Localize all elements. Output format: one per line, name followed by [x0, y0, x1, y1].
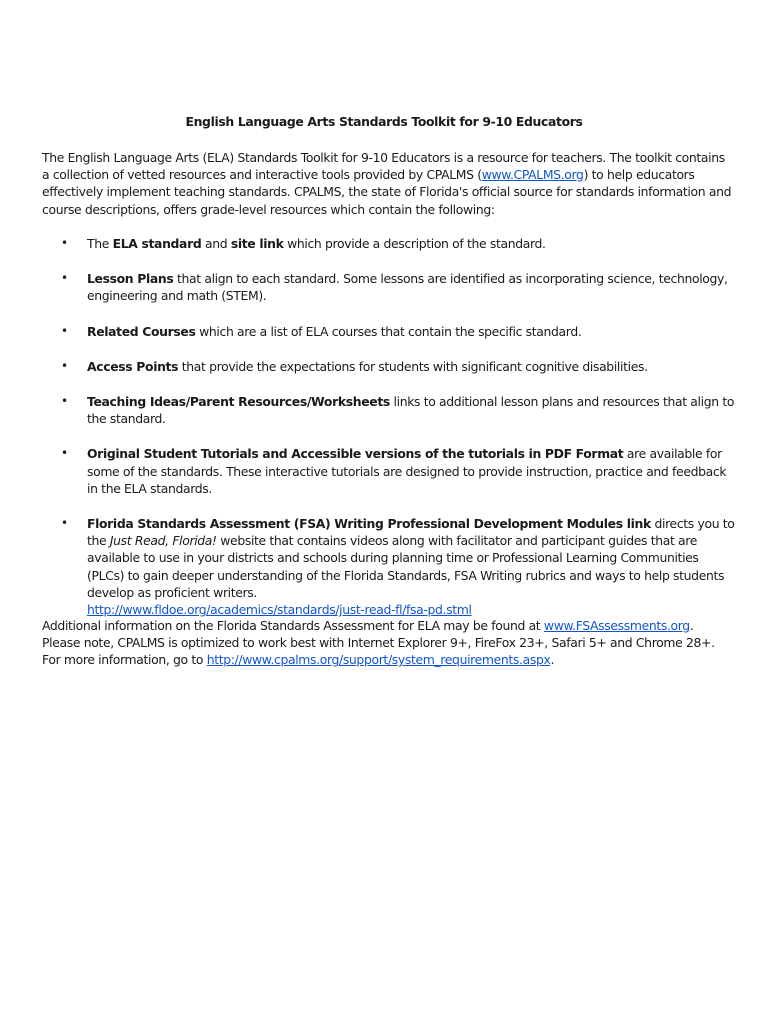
- ela-standard-text: which provide a description of the standard.: [283, 236, 546, 251]
- access-points-text: that provide the expectations for students with significant cognitive disabilities.: [178, 358, 648, 374]
- access-points-bold: Access Points: [87, 358, 179, 374]
- list-item-tutorials: [0, 445, 737, 497]
- bullet-icon: •: [61, 236, 68, 250]
- footer-text-4: .: [550, 652, 555, 668]
- related-courses-bold: Related Courses: [87, 323, 196, 339]
- footer-text-1: Additional information on the Florida Standards Assessment for ELA may be found at: [42, 618, 544, 633]
- tutorials-text: are available for some of the standards. These interactive tutorials are designed to provide instruction, practice and feedback in the ELA standards.: [87, 446, 727, 496]
- bullet-icon: •: [61, 446, 68, 461]
- intro-text-2: ) to help educators effectively implement teaching standards. CPALMS, the state of Florida's official source for standards information and course descriptions, offers grade-level resources which contain the following:: [42, 167, 732, 217]
- fsa-modules-text-1: directs you to the: [87, 516, 735, 549]
- footer-text-3: Please note, CPALMS is optimized to work best with Internet Explorer 9+, FireFox 23+, Safari 5+ and Chrome 28+. For more information, go to: [42, 635, 715, 668]
- intro-text-1: The English Language Arts (ELA) Standards Toolkit for 9-10 Educators is a resource for teachers. The toolkit contains a collection of vetted resources and interactive tools provided by CPALMS (: [42, 150, 725, 183]
- site-link-bold: site link: [230, 236, 284, 251]
- tutorials-bold: Original Student Tutorials and Accessible versions of the tutorials in PDF Format: [87, 446, 624, 462]
- teaching-ideas-text: links to additional lesson plans and resources that align to the standard.: [87, 394, 735, 427]
- fsa-modules-bold: Florida Standards Assessment (FSA) Writing Professional Development Modules link: [87, 516, 651, 532]
- teaching-ideas-bold: Teaching Ideas/Parent Resources/Worksheets: [87, 394, 390, 410]
- list-item-fsa-modules: [0, 515, 737, 618]
- bullet-icon: •: [61, 271, 68, 286]
- list-item-lesson-plans: [0, 270, 737, 304]
- fsassessments-link[interactable]: www.FSAssessments.org: [543, 618, 690, 633]
- lesson-plans-text: that align to each standard. Some lessons are identified as incorporating science, technology, engineering and math (STEM).: [87, 271, 728, 304]
- bullet-icon: •: [61, 323, 68, 338]
- bullet-icon: •: [61, 358, 68, 373]
- bullet-icon: •: [61, 516, 68, 531]
- ela-standard-mid: and: [201, 236, 231, 251]
- fsa-modules-text-2: website that contains videos along with facilitator and participant guides that are available to use in your districts and schools during planning time or Professional Learning Communities (PLCs) to gain deeper understanding of the Florida Standards, FSA Writing rubrics and ways to help students develop as proficient writers.: [87, 533, 725, 600]
- system-requirements-link[interactable]: http://www.cpalms.org/support/system_requirements.aspx: [206, 652, 551, 668]
- cpalms-link[interactable]: www.CPALMS.org: [481, 167, 584, 183]
- list-item-ela-standard: [0, 235, 737, 252]
- lesson-plans-bold: Lesson Plans: [87, 271, 174, 287]
- document-title: English Language Arts Standards Toolkit for 9-10 Educators: [185, 114, 583, 129]
- list-item-related-courses: [0, 323, 737, 340]
- ela-standard-bold: ELA standard: [112, 236, 202, 251]
- related-courses-text: which are a list of ELA courses that contain the specific standard.: [195, 323, 582, 339]
- footer-paragraph: [42, 617, 732, 669]
- resource-list: [0, 235, 768, 618]
- intro-paragraph: [42, 149, 732, 218]
- bullet-icon: •: [61, 394, 68, 409]
- ela-standard-pre: The: [87, 236, 113, 251]
- just-read-florida-italic: Just Read, Florida!: [109, 533, 217, 549]
- fsa-pd-link[interactable]: http://www.fldoe.org/academics/standards/just-read-fl/fsa-pd.stml: [87, 602, 472, 618]
- list-item-teaching-ideas: [0, 393, 737, 427]
- footer-text-2: .: [689, 618, 694, 633]
- list-item-access-points: [0, 358, 737, 375]
